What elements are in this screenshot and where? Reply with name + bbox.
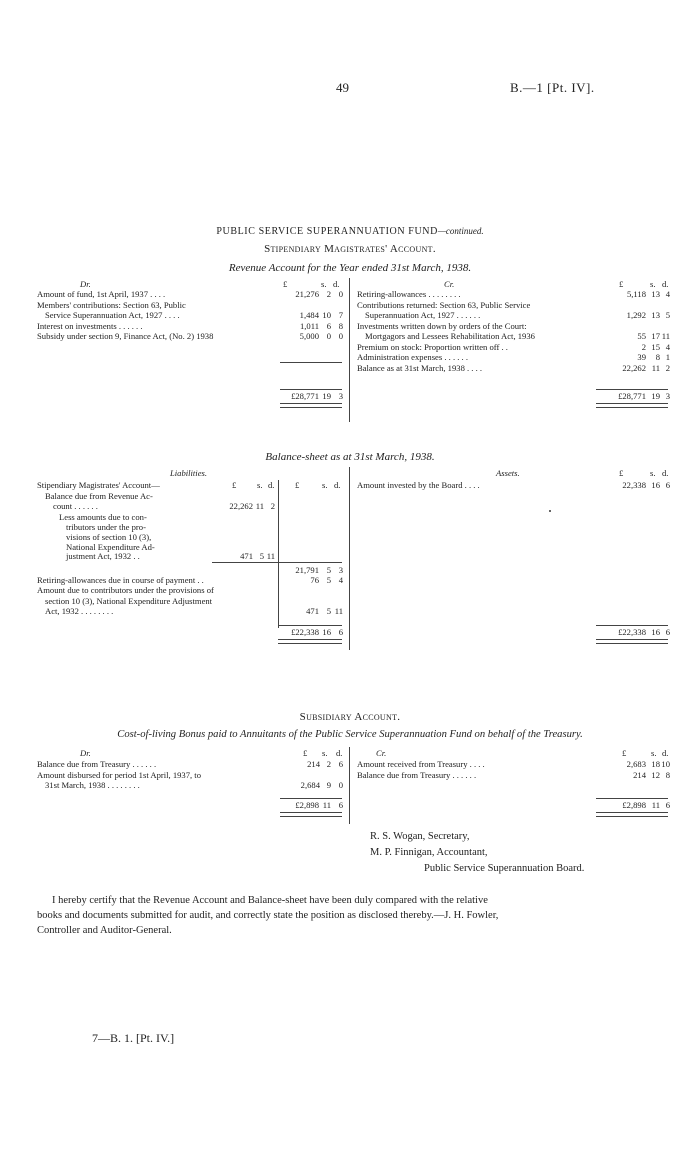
balance-inner-amt1-pence: 2 [270,501,275,511]
subsidiary-cr-row-1-pounds: 214 [633,769,646,780]
revenue-heading: Revenue Account for the Year ended 31st March, 1938. [228,262,472,274]
balance-heading: Balance-sheet as at 31st March, 1938. [265,451,435,463]
fund-title-text: PUBLIC SERVICE SUPERANNUATION FUND [216,226,438,237]
revenue-dr-total-pence: 3 [338,391,343,401]
balance-asset-line: Amount invested by the Board . . . . [357,480,480,490]
balance-inner-amt2-shillings: 5 [259,551,264,561]
revenue-cr-col-pound: £ [619,279,624,289]
revenue-dr-row-3-shillings: 6 [326,320,331,331]
balance-assets-col-pound: £ [619,468,624,478]
balance-liabilities-label: Liabilities. [170,468,208,478]
balance-inner-col-pence: d. [268,480,275,490]
revenue-cr-row-7-pence: 2 [665,362,670,373]
subsidiary-cr-row-0-pounds: 2,683 [626,759,646,769]
balance-outer-col-pound: £ [295,480,300,490]
revenue-dr-col-shilling: s. [321,279,327,289]
revenue-dr-row-3-pence: 8 [338,320,343,331]
subsidiary-cr-total-shillings: 11 [651,800,660,810]
balance-retiring-shillings: 5 [326,575,331,585]
revenue-dr-row-1-text: Members' contributions: Section 63, Public [37,299,186,310]
balance-asset-shillings: 16 [651,480,660,490]
fund-title-suffix: —continued. [437,226,484,236]
revenue-cr-row-7-shillings: 11 [651,362,660,373]
balance-due-pounds: 471 [306,606,319,616]
signature-secretary: R. S. Wogan, Secretary, [370,831,470,842]
revenue-cr-total-shillings: 19 [651,391,660,401]
balance-net-shillings: 5 [326,565,331,575]
balance-asset-pounds: 22,338 [622,480,646,490]
revenue-dr-row-4-shillings: 0 [326,331,331,341]
balance-liab-total-pence: 6 [338,627,343,637]
balance-asset-total-double-rule [596,639,668,644]
subsidiary-cr-row-1-pence: 8 [665,769,670,780]
subsidiary-cr-total-double-rule [596,812,668,817]
subsidiary-dr-row-0-text: Balance due from Treasury . . . . . . [37,759,157,769]
revenue-cr-row-2-pence: 5 [665,310,670,320]
revenue-cr-row-5-shillings: 15 [651,341,660,352]
subsidiary-cr-row-1-text: Balance due from Treasury . . . . . . [357,769,477,780]
balance-net-pounds: 21,791 [295,565,319,575]
subsidiary-dr-row-1-text: Amount disbursed for period 1st April, 1937, to [37,769,201,780]
revenue-cr-row-6-shillings: 8 [655,352,660,362]
revenue-dr-row-4-text: Subsidy under section 9, Finance Act, (No. 2) 1938 [37,331,214,341]
subsidiary-cr-total-pence: 6 [665,800,670,810]
balance-retiring-line: Retiring-allowances due in course of payment . . [37,575,204,585]
signature-accountant: M. P. Finnigan, Accountant, [370,847,488,858]
balance-asset-pence: 6 [665,480,670,490]
balance-inner-amt2-pence: 11 [266,551,275,561]
balance-inner-amt2-pounds: 471 [240,551,253,561]
revenue-dr-row-0-text: Amount of fund, 1st April, 1937 . . . . [37,289,166,299]
revenue-cr-row-1-text: Contributions returned: Section 63, Public Service [357,299,531,310]
certification-line-2: books and documents submitted for audit, and correctly state the position as disclosed thereby.—J. H. Fowler, [37,910,499,921]
revenue-cr-row-2-pounds: 1,292 [626,310,646,320]
subsidiary-dr-total-pence: 6 [338,800,343,810]
revenue-cr-row-4-shillings: 17 [651,331,660,341]
balance-retiring-pounds: 76 [310,575,319,585]
revenue-dr-total-top-rule [280,389,342,390]
balance-liab-line-5: visions of section 10 (3), [66,532,152,542]
revenue-cr-row-6-pounds: 39 [637,352,646,362]
balance-inner-sum-rule [212,562,342,563]
balance-assets-label: Assets. [496,468,520,478]
revenue-dr-row-0-shillings: 2 [326,289,331,299]
revenue-cr-total-double-rule [596,403,668,408]
revenue-dr-total-double-rule [280,403,342,408]
subsidiary-cr-row-1-shillings: 12 [651,769,660,780]
balance-due-line-2: Act, 1932 . . . . . . . . [45,606,114,616]
revenue-cr-row-0-pounds: 5,118 [626,289,646,299]
revenue-cr-total-pounds: £28,771 [618,391,646,401]
subsidiary-dr-col-shilling: s. [322,748,328,758]
subsidiary-dr-col-pound: £ [303,748,308,758]
balance-liab-total-top-rule [278,625,342,626]
stray-dot [549,510,551,512]
revenue-cr-row-5-pounds: 2 [641,341,646,352]
subsidiary-dr-total-double-rule [280,812,342,817]
balance-inner-amt1-pounds: 22,262 [229,501,253,511]
subsidiary-cr-label: Cr. [376,748,387,758]
balance-inner-divider [278,480,279,628]
revenue-dr-row-2-text: Service Superannuation Act, 1927 . . . . [45,310,180,320]
revenue-cr-total-top-rule [596,389,668,390]
balance-inner-amt1-shillings: 11 [255,501,264,511]
revenue-dr-total-pounds: £28,771 [291,391,319,401]
page-number: 49 [336,80,349,95]
balance-due-line-1: section 10 (3), National Expenditure Adjustment [45,596,213,606]
subsidiary-dr-col-pence: d. [336,748,343,758]
subsidiary-dr-row-0-pence: 6 [338,759,343,769]
subsidiary-dr-row-2-shillings: 9 [326,780,331,790]
revenue-cr-row-0-pence: 4 [665,289,670,299]
revenue-dr-sum-rule [280,362,342,363]
subsidiary-cr-row-0-shillings: 18 [651,759,660,769]
balance-assets-col-shilling: s. [650,468,656,478]
revenue-cr-row-2-text: Superannuation Act, 1927 . . . . . . [365,310,481,320]
revenue-cr-row-4-text: Mortgagors and Lessees Rehabilitation Act, 1936 [365,331,535,341]
balance-divider [349,467,350,650]
revenue-cr-total-pence: 3 [665,391,670,401]
balance-asset-total-pounds: £22,338 [618,627,646,637]
subsidiary-cr-col-shilling: s. [651,748,657,758]
balance-outer-col-pence: d. [334,480,341,490]
balance-asset-total-top-rule [596,625,668,626]
revenue-cr-col-shilling: s. [650,279,656,289]
subsidiary-title: Subsidiary Account. [299,711,401,723]
signature-board: Public Service Superannuation Board. [424,863,585,874]
subsidiary-dr-label: Dr. [80,748,91,758]
balance-outer-col-shilling: s. [322,480,328,490]
subsidiary-cr-total-top-rule [596,798,668,799]
revenue-cr-row-6-text: Administration expenses . . . . . . [357,352,468,362]
revenue-cr-col-pence: d. [662,279,669,289]
balance-inner-col-shilling: s. [257,480,263,490]
revenue-cr-row-0-shillings: 13 [651,289,660,299]
revenue-dr-row-2-pence: 7 [338,310,343,320]
balance-liab-total-pounds: £22,338 [291,627,319,637]
balance-due-shillings: 5 [326,606,331,616]
account-title: Stipendiary Magistrates' Account. [264,243,436,255]
subsidiary-dr-total-shillings: 11 [322,800,331,810]
balance-liab-line-3: Less amounts due to con- [59,512,147,522]
footer-signature-mark: 7—B. 1. [Pt. IV.] [92,1031,175,1045]
revenue-dr-col-pence: d. [333,279,340,289]
revenue-cr-row-5-pence: 4 [665,341,670,352]
subsidiary-dr-total-pounds: £2,898 [295,800,319,810]
revenue-dr-row-0-pence: 0 [338,289,343,299]
subsidiary-dr-row-2-text: 31st March, 1938 . . . . . . . . [45,780,140,790]
balance-liab-line-1: Balance due from Revenue Ac- [45,491,153,501]
balance-due-line-0: Amount due to contributors under the provisions of [37,585,214,595]
balance-liab-line-2: count . . . . . . [53,501,98,511]
revenue-cr-row-6-pence: 1 [665,352,670,362]
subsidiary-dr-row-2-pence: 0 [338,780,343,790]
revenue-cr-row-7-pounds: 22,262 [622,362,646,373]
balance-retiring-pence: 4 [338,575,343,585]
subsidiary-heading: Cost-of-living Bonus paid to Annuitants of the Public Service Superannuation Fund on behalf of the Treasury. [117,729,583,740]
revenue-dr-label: Dr. [80,279,91,289]
revenue-dr-row-4-pence: 0 [338,331,343,341]
balance-inner-col-pound: £ [232,480,237,490]
revenue-dr-col-pound: £ [283,279,288,289]
subsidiary-cr-col-pound: £ [622,748,627,758]
revenue-dr-total-shillings: 19 [322,391,331,401]
subsidiary-cr-row-0-text: Amount received from Treasury . . . . [357,759,485,769]
balance-asset-total-shillings: 16 [651,627,660,637]
revenue-cr-row-7-text: Balance as at 31st March, 1938 . . . . [357,362,483,373]
balance-liab-total-double-rule [278,639,342,644]
revenue-dr-row-0-pounds: 21,276 [295,289,319,299]
revenue-dr-row-2-shillings: 10 [322,310,331,320]
fund-title [0,226,700,237]
revenue-cr-row-2-shillings: 13 [651,310,660,320]
subsidiary-cr-total-pounds: £2,898 [622,800,646,810]
subsidiary-dr-row-0-pounds: 214 [307,759,320,769]
balance-liab-line-6: National Expenditure Ad- [66,542,155,552]
balance-liab-line-4: tributors under the pro- [66,522,146,532]
revenue-cr-row-5-text: Premium on stock: Proportion written off . . [357,341,508,352]
revenue-dr-row-4-pounds: 5,000 [299,331,319,341]
revenue-cr-row-4-pence: 11 [661,331,670,341]
revenue-dr-row-3-pounds: 1,011 [299,320,319,331]
revenue-dr-row-2-pounds: 1,484 [299,310,319,320]
subsidiary-dr-total-top-rule [280,798,342,799]
subsidiary-dr-row-2-pounds: 2,684 [300,780,320,790]
revenue-divider [349,278,350,422]
balance-net-pence: 3 [338,565,343,575]
page-reference: B.—1 [Pt. IV]. [510,80,595,95]
subsidiary-dr-row-0-shillings: 2 [326,759,331,769]
revenue-dr-row-3-text: Interest on investments . . . . . . [37,320,143,331]
subsidiary-cr-col-pence: d. [662,748,669,758]
revenue-cr-label: Cr. [444,279,455,289]
balance-asset-total-pence: 6 [665,627,670,637]
balance-due-pence: 11 [334,606,343,616]
balance-liab-line-0: Stipendiary Magistrates' Account— [37,480,160,490]
balance-liab-total-shillings: 16 [322,627,331,637]
certification-line-1: I hereby certify that the Revenue Account and Balance-sheet have been duly compared with the relative [52,895,488,906]
revenue-cr-row-0-text: Retiring-allowances . . . . . . . . [357,289,461,299]
balance-liab-line-7: justment Act, 1932 . . [66,551,140,561]
revenue-cr-row-3-text: Investments written down by orders of the Court: [357,320,527,331]
revenue-cr-row-4-pounds: 55 [637,331,646,341]
certification-block [37,893,665,938]
subsidiary-cr-row-0-pence: 10 [661,759,670,769]
subsidiary-divider [349,747,350,824]
certification-line-3: Controller and Auditor-General. [37,925,172,936]
balance-assets-col-pence: d. [662,468,669,478]
